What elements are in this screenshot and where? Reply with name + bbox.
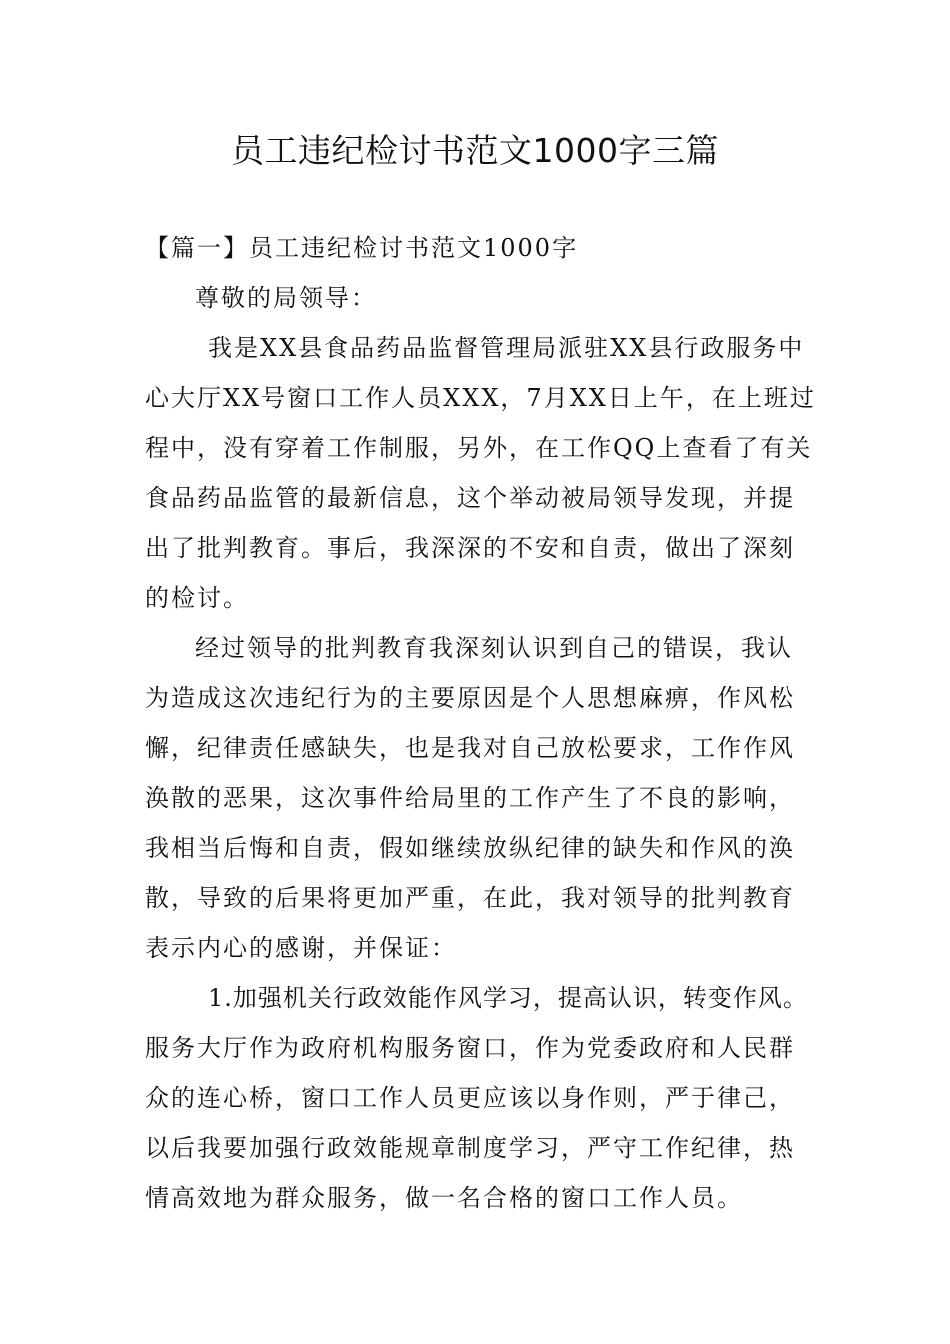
paragraph-line: 心大厅XX号窗口工作人员XXX，7月XX日上午，在上班过 — [145, 384, 816, 412]
paragraph-line: 我相当后悔和自责，假如继续放纵纪律的缺失和作风的涣 — [145, 834, 795, 862]
paragraph-line: 以后我要加强行政效能规章制度学习，严守工作纪律，热 — [145, 1134, 795, 1162]
paragraph-line: 情高效地为群众服务，做一名合格的窗口工作人员。 — [145, 1184, 743, 1212]
paragraph-line: 表示内心的感谢，并保证： — [145, 934, 457, 962]
paragraph-line: 散，导致的后果将更加严重，在此，我对领导的批判教育 — [145, 884, 795, 912]
paragraph-line: 我是XX县食品药品监督管理局派驻XX县行政服务中 — [208, 334, 805, 362]
paragraph-line: 食品药品监管的最新信息，这个举动被局领导发现，并提 — [145, 484, 795, 512]
paragraph-line: 的检讨。 — [145, 584, 249, 612]
paragraph-line: 为造成这次违纪行为的主要原因是个人思想麻痹，作风松 — [145, 684, 795, 712]
section-heading: 【篇一】员工违纪检讨书范文1000字 — [145, 234, 579, 262]
paragraph-line: 服务大厅作为政府机构服务窗口，作为党委政府和人民群 — [145, 1034, 795, 1062]
paragraph-line: 懈，纪律责任感缺失，也是我对自己放松要求，工作作风 — [145, 734, 795, 762]
paragraph-line: 众的连心桥，窗口工作人员更应该以身作则，严于律己， — [145, 1084, 795, 1112]
paragraph-line: 程中，没有穿着工作制服，另外，在工作QQ上查看了有关 — [145, 434, 813, 462]
salutation: 尊敬的局领导： — [195, 284, 377, 312]
paragraph-line: 经过领导的批判教育我深刻认识到自己的错误，我认 — [195, 634, 793, 662]
page-title: 员工违纪检讨书范文1000字三篇 — [231, 131, 719, 170]
paragraph-line: 涣散的恶果，这次事件给局里的工作产生了不良的影响， — [145, 784, 795, 812]
paragraph-line: 1.加强机关行政效能作风学习，提高认识，转变作风。 — [208, 984, 808, 1012]
paragraph-line: 出了批判教育。事后，我深深的不安和自责，做出了深刻 — [145, 534, 795, 562]
